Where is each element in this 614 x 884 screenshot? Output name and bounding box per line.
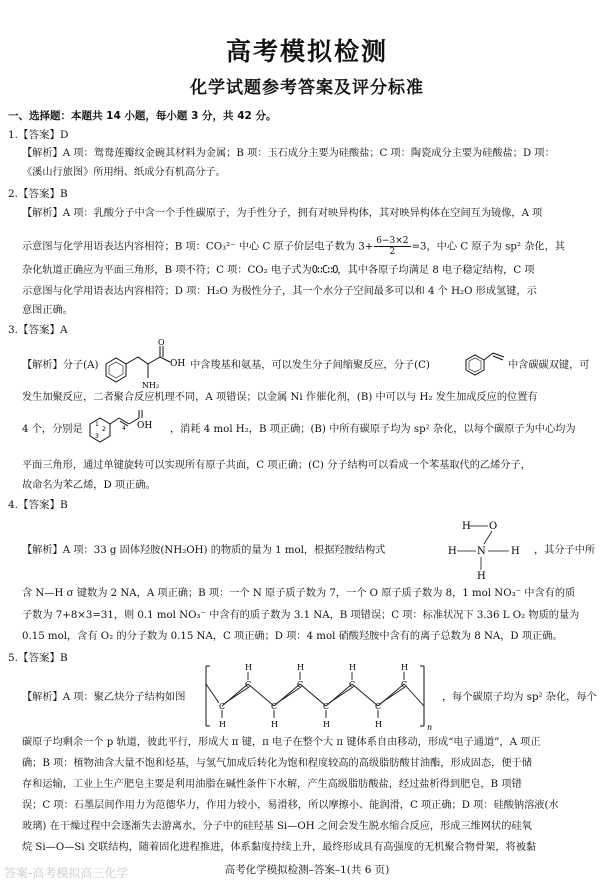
hydrogen-atom: H xyxy=(219,720,226,729)
q3-analysis-line: 故命名为苯乙烯，D 项正确。 xyxy=(22,480,156,491)
o-atom: O xyxy=(489,521,498,532)
cinnamic-acid-structure xyxy=(84,410,169,448)
q1-analysis-line: 【解析】A 项：鸳鸯莲瓣纹金碗其材料为金属；B 项：玉石成分主要为硅酸盐；C 项：陶瓷成分主要为硅酸盐；D 项： xyxy=(22,148,555,159)
site-number: 1 xyxy=(95,421,99,428)
fraction-numerator: 6−3×2 xyxy=(376,236,409,246)
hydroxylamine-structure xyxy=(448,518,528,582)
site-number: 3 xyxy=(95,433,99,440)
q5-analysis-line: 烷 Si—O—Si 交联结构，随着固化进程推进，体系黏度持续上升，最终形成具有高强度的无机聚合物骨架，将被黏 xyxy=(22,842,537,853)
q2-text-part: ，其中各原子均满足 8 电子稳定结构，C 项 xyxy=(337,265,535,276)
q3-text-part: 中含羧基和氨基，可以发生分子间缩聚反应，分子(C) xyxy=(190,360,430,371)
q4-answer: 4.【答案】B xyxy=(8,499,68,511)
q4-analysis-line: 子数为 7+8×3=31，则 0.1 mol NO₃⁻ 中含有的质子数为 3.1 NA，B 项错误；C 项：标准状况下 3.36 L O₂ 物质的量为 xyxy=(22,610,580,621)
q4-analysis-line: 0.15 mol，含有 O₂ 的分子数为 0.15 NA，C 项正确；D 项：4 mol 硝酸羟胺中含有的离子总数为 8 NA，D 项正确。 xyxy=(22,631,563,642)
carbon-atom: C xyxy=(349,680,356,689)
q5-analysis-line: 误；C 项：石墨层间作用力为范德华力，作用力较小，易滑移，所以摩擦小、能润滑，C 项正确；D 项：硅酸钠溶液(水 xyxy=(22,800,559,811)
section-heading: 一、选择题：本题共 14 小题，每小题 3 分，共 42 分。 xyxy=(8,110,277,122)
hydrogen-atom: H xyxy=(297,663,304,672)
q2-text-part: =3，中心 C 原子为 sp² 杂化，其 xyxy=(411,241,565,253)
q2-text-part: 杂化轨道正确应为平面三角形，B 项不符；C 项：CO₂ 电子式为 xyxy=(22,265,312,276)
h-atom: H xyxy=(448,546,457,557)
q5-text-part: 【解析】A 项：聚乙炔分子结构如图 xyxy=(22,692,186,703)
watermark-text: 答案-高考模拟高三化学 xyxy=(4,866,129,880)
page-footer: 高考化学模拟检测–答案–1(共 6 页) xyxy=(224,864,390,876)
page-title: 高考模拟检测 xyxy=(225,37,388,66)
site-number: 2 xyxy=(102,426,106,433)
hydrogen-atom: H xyxy=(271,720,278,729)
q3-answer: 3.【答案】A xyxy=(8,324,68,336)
carbon-atom: C xyxy=(219,702,226,711)
q1-answer: 1.【答案】D xyxy=(8,129,69,141)
oxygen-label: O xyxy=(158,338,165,347)
h-atom: H xyxy=(477,571,486,582)
q5-analysis-line: 存和运输，工业上生产肥皂主要是利用油脂在碱性条件下水解，产生高级脂肪酸盐，经过盐析得到肥皂，B 项错 xyxy=(22,779,522,790)
carbon-atom: C xyxy=(245,680,252,689)
q2-text-part: 示意图与化学用语表达内容相符；B 项：CO₃²⁻ 中心 C 原子价层电子数为 3+ xyxy=(22,241,374,253)
hydrogen-atom: H xyxy=(245,663,252,672)
q2-analysis-line xyxy=(22,236,606,257)
q2-answer: 2.【答案】B xyxy=(8,188,68,200)
hydrogen-atom: H xyxy=(375,720,382,729)
carbon-atom: C xyxy=(401,680,408,689)
q5-answer: 5.【答案】B xyxy=(8,652,68,664)
q3-label: 【解析】分子(A) xyxy=(22,360,99,371)
chain-double-bond xyxy=(381,687,405,703)
q4-text-part: 【解析】A 项：33 g 固体羟胺(NH₂OH) 的物质的量为 1 mol，根据羟胺结构式 xyxy=(22,545,386,556)
hydrogen-atom: H xyxy=(401,663,408,672)
site-number: 4 xyxy=(122,425,126,432)
chain-double-bond xyxy=(329,687,353,703)
carbon-atom: C xyxy=(375,702,382,711)
h-atom: H xyxy=(511,546,520,557)
q2-analysis-line: 意图正确。 xyxy=(22,305,73,316)
hydroxyl-label: OH xyxy=(170,359,186,369)
q5-analysis-line: 玻璃) 在干燥过程中会逐渐失去游离水，分子中的硅羟基 Si—OH 之间会发生脱水缩合反应，形成三维网状的硅氧 xyxy=(22,821,532,832)
hydroxyl-label: OH xyxy=(137,421,153,431)
fraction xyxy=(374,236,410,257)
page-subtitle: 化学试题参考答案及评分标准 xyxy=(190,78,424,98)
n-atom: N xyxy=(477,546,486,557)
q3-text-part: 4 个，分别是 xyxy=(22,424,83,435)
q3-text-part: ，消耗 4 mol H₂，B 项正确；(B) 中所有碳原子均为 sp² 杂化，以每个碳原子为中心均为 xyxy=(170,424,576,435)
carbon-atom: C xyxy=(297,680,304,689)
q2-analysis-line xyxy=(22,264,606,278)
q5-text-part: ，每个碳原子均为 sp² 杂化，每个 xyxy=(442,692,597,703)
hydrogen-atom: H xyxy=(349,663,356,672)
q1-analysis-line: 《溪山行旅图》所用绢、纸成分有机高分子。 xyxy=(22,167,226,178)
q4-text-part: ，其分子中所 xyxy=(534,545,596,556)
q3-text-part: 中含碳碳双键，可 xyxy=(508,360,590,371)
q4-analysis-line: 含 N—H σ 键数为 2 NA，A 项正确；B 项：一个 N 原子质子数为 7，一个 O 原子质子数为 8，1 mol NO₃⁻ 中含有的质 xyxy=(22,588,576,599)
q2-analysis-line: 【解析】A 项：乳酸分子中含一个手性碳原子，为手性分子，拥有对映异构体，其对映异构体在空间互为镜像，A 项 xyxy=(22,208,543,219)
q2-analysis-line: 示意图与化学用语表达内容相符；D 项：H₂O 为极性分子，其一个水分子空间最多可以和 4 个 H₂O 形成氢键，示 xyxy=(22,286,537,297)
h-atom: H xyxy=(462,521,471,532)
hydrogen-atom: H xyxy=(323,720,330,729)
repeat-subscript: n xyxy=(427,723,433,732)
q3-analysis-line: 发生加聚反应，二者聚合反应机理不同，A 项错误；以金属 Ni 作催化剂，(B) 中可以与 H₂ 发生加成反应的位置有 xyxy=(22,392,538,403)
q3-analysis-line: 平面三角形，通过单键旋转可以实现所有原子共面，C 项正确；(C) 分子结构可以看成一个苯基取代的乙烯分子， xyxy=(22,460,531,471)
carbon-atom: C xyxy=(271,702,278,711)
co2-lewis-structure: O∷C∷O xyxy=(311,265,338,276)
polyacetylene-structure xyxy=(200,664,440,734)
q5-analysis-line: 碳原子均剩余一个 p 轨道，彼此平行，形成大 π 键，π 电子在整个大 π 键体系自由移动，形成“电子通道”，A 项正 xyxy=(22,737,541,748)
chain-double-bond xyxy=(225,687,249,703)
amino-label: NH₂ xyxy=(142,381,160,390)
q5-analysis-line: 确；B 项：植物油含大量不饱和烃基，与氢气加成后转化为饱和程度较高的高级脂肪酸甘油酯，形成固态，便于储 xyxy=(22,758,532,769)
fraction-denominator: 2 xyxy=(389,247,396,257)
chain-bond xyxy=(206,684,219,703)
carbon-atom: C xyxy=(323,702,330,711)
chain-double-bond xyxy=(277,687,301,703)
